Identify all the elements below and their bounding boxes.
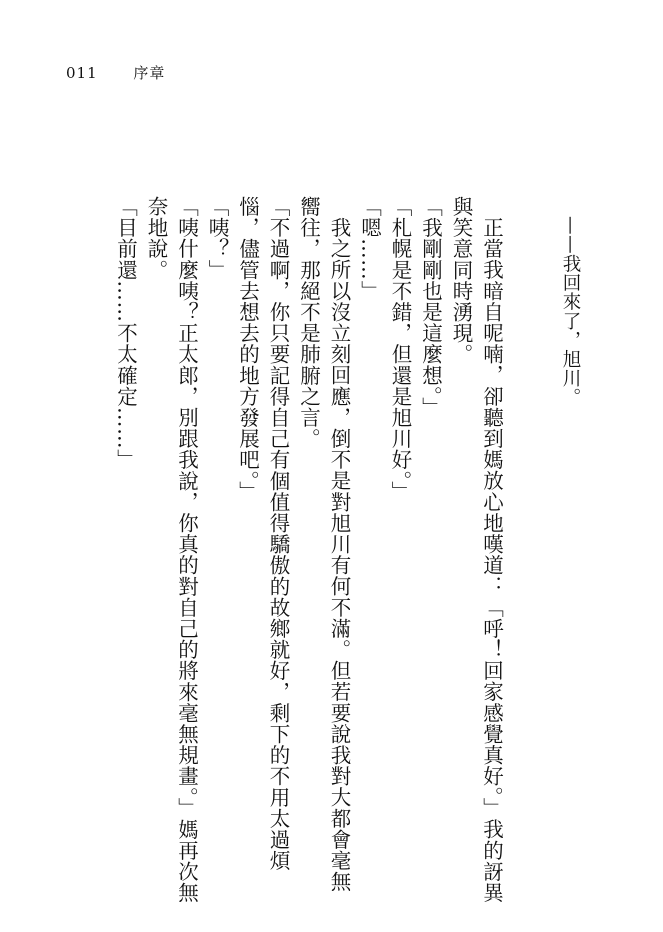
page-number: 011 [66, 64, 98, 82]
paragraph-1: 正當我暗自呢喃，卻聽到媽放心地嘆道：「呼！回家感覺真好。」我的訝異與笑意同時湧現。 [449, 196, 504, 903]
paragraph-6: 「不過啊，你只要記得自己有個值得驕傲的故鄉就好，剩下的不用太過煩惱，儘管去想去的地方發展吧。」 [235, 196, 290, 872]
vertical-text-body [110, 196, 593, 908]
chapter-title: 序章 [133, 64, 166, 82]
paragraph-5: 我之所以沒立刻回應，倒不是對旭川有何不滿。但若要說我對大都會毫無嚮往，那絕不是肺腑之言。 [296, 196, 351, 892]
paragraph-9: 「目前還……不太確定……」 [113, 196, 138, 471]
paragraph-8: 「咦什麼咦？正太郎，別跟我說，你真的對自己的將來毫無規畫。」媽再次無奈地說。 [144, 196, 199, 904]
paragraph-3: 「札幌是不錯，但還是旭川好。」 [388, 196, 412, 503]
paragraph-2: 「我剛剛也是這麼想。」 [418, 196, 443, 418]
page-header [66, 62, 165, 83]
opening-line: ——我回來了，旭川。 [560, 216, 581, 407]
paragraph-4: 「嗯……」 [357, 196, 382, 302]
paragraph-7: 「咦？」 [205, 196, 229, 281]
